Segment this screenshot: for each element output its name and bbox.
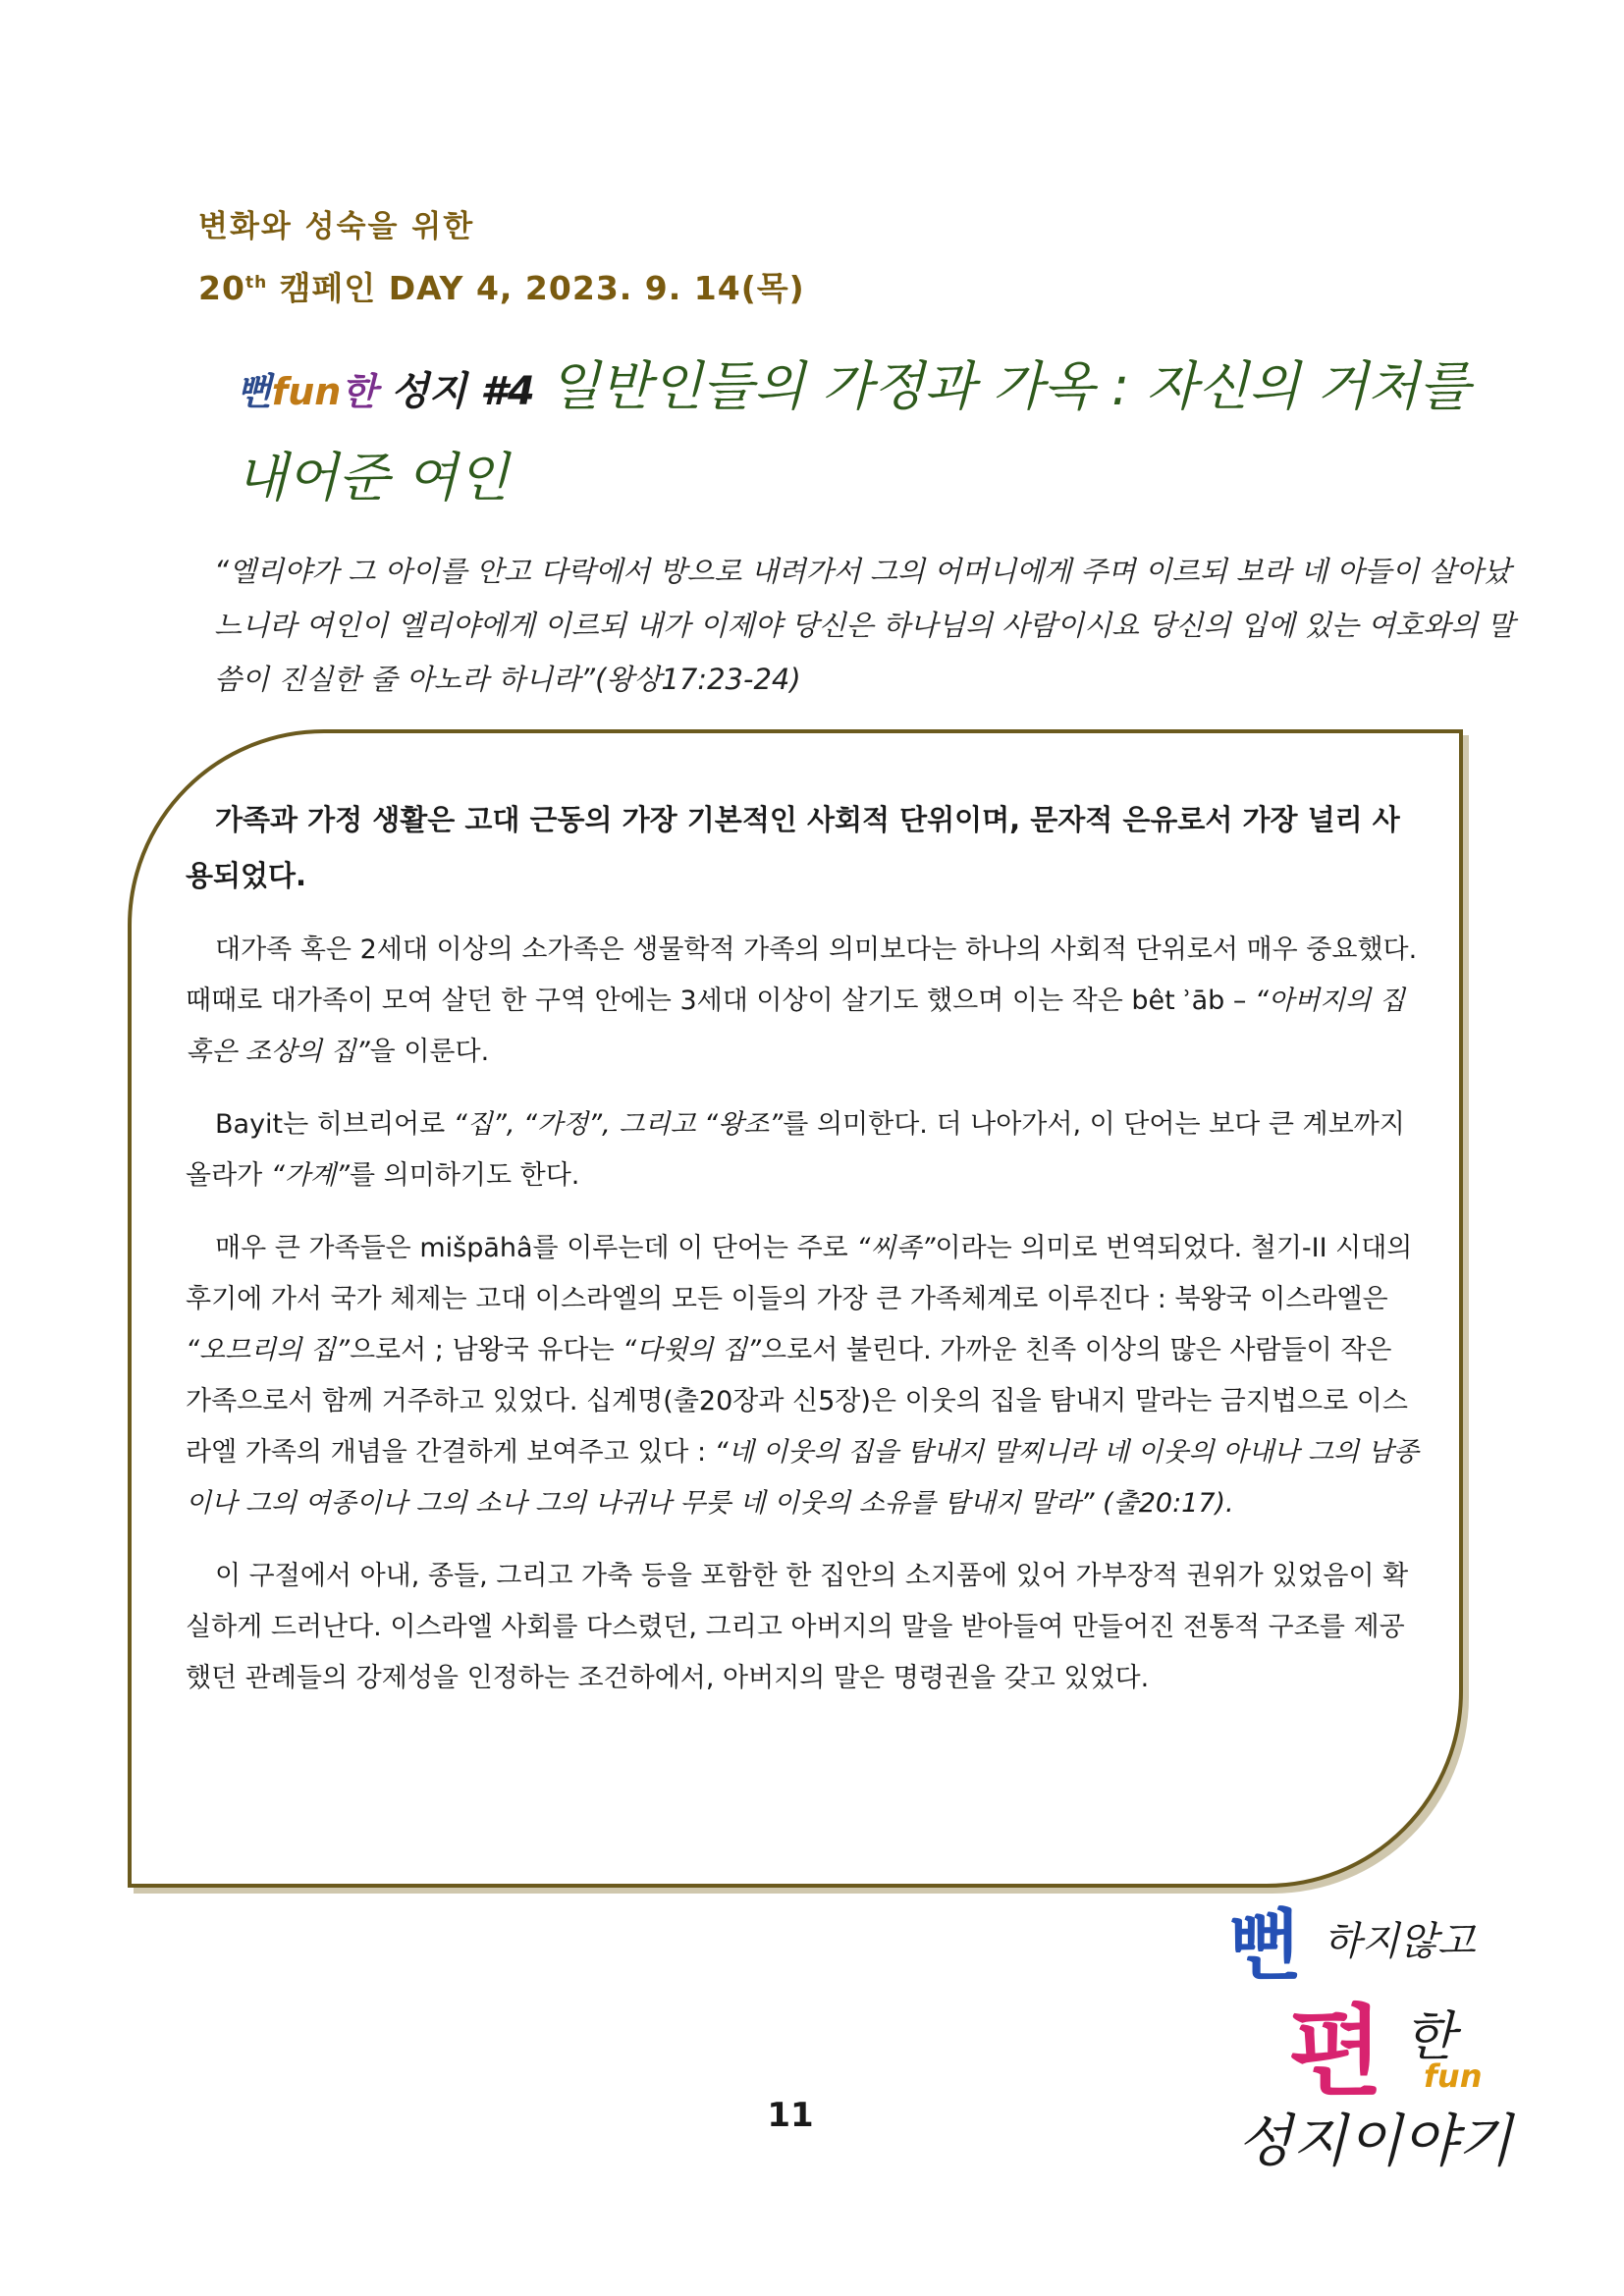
italic-run: “씨족” [856, 1233, 936, 1263]
content-box [128, 729, 1463, 1888]
text-run: Bayit는 히브리어로 [215, 1109, 454, 1140]
ordinal-suffix: th [244, 273, 268, 293]
campaign-subtitle: 변화와 성숙을 위한 [198, 209, 475, 244]
text-run: 를 의미하기도 한다. [349, 1160, 580, 1191]
campaign-number: 20 [198, 269, 245, 307]
italic-run: “집”, “가정”, 그리고 “왕조” [453, 1109, 784, 1140]
page-title [236, 344, 1512, 521]
text-run: 이라는 의미로 번역되었다. 철기-II 시대의 후기에 가서 국가 체제는 고대 이스라엘의 모든 이들의 가장 큰 가족체계로 이루진다 : 북왕국 이스라엘은 [186, 1233, 1413, 1314]
text-run: 을 이룬다. [369, 1037, 490, 1067]
series-logo [1227, 1885, 1551, 2209]
italic-run: “다윗의 집” [623, 1335, 762, 1365]
lead-paragraph: 가족과 가정 생활은 고대 근동의 가장 기본적인 사회적 단위이며, 문자적 은유로서 가장 널리 사용되었다. [186, 803, 1400, 892]
paragraph-2 [186, 1099, 1423, 1201]
logo-han: 한 [1404, 2005, 1456, 2067]
italic-run: “네 이웃의 집을 탐내지 말찌니라 네 이웃의 아내나 그의 남종이나 그의 여종이나 그의 소나 그의 나귀나 무릇 네 이웃의 소유를 탐내지 말라” (출20:17). [186, 1437, 1419, 1519]
italic-run: “아버지의 집 혹은 조상의 집” [186, 986, 1405, 1067]
italic-run: “가계” [270, 1160, 350, 1191]
text-run: 으로서 불린다. 가까운 친족 이상의 많은 사람들이 작은 가족으로서 함께 거주하고 있었다. 십계명(출20장과 신5장)은 이웃의 집을 탐내지 말라는 금지법으로 이스라엘 가족의 개념을 간결하게 보여주고 있다 : [186, 1335, 1408, 1468]
text-run: 으로서 ; 남왕국 유다는 [349, 1335, 623, 1365]
paragraph-4: 이 구절에서 아내, 종들, 그리고 가축 등을 포함한 한 집안의 소지품에 있어 가부장적 권위가 있었음이 확실하게 드러난다. 이스라엘 사회를 다스렸던, 그리고 아버지의 말을 받아들여 만들어진 전통적 구조를 제공했던 관례들의 강제성을 인정하는 조건하에서, 아버지의 말은 명령권을 갖고 있었다. [186, 1561, 1409, 1693]
brand-han: 한 [341, 370, 378, 413]
scripture-quote: “엘리야가 그 아이를 안고 다락에서 방으로 내려가서 그의 어머니에게 주며 이르되 보라 네 아들이 살아났느니라 여인이 엘리야에게 이르되 내가 이제야 당신은 하나님의 사람이시요 당신의 입에 있는 여호와의 말씀이 진실한 줄 아노라 하니라”(왕상17:23-24) [214, 555, 1515, 696]
campaign-header [198, 201, 805, 309]
page-number: 11 [767, 2096, 814, 2135]
logo-bbeon: 뻔 [1227, 1901, 1302, 1991]
logo-hajianko: 하지않고 [1324, 1919, 1476, 1964]
campaign-date-line [198, 263, 805, 309]
text-run: 매우 큰 가족들은 mišpāhâ를 이루는데 이 단어는 주로 [215, 1233, 857, 1263]
italic-run: “오므리의 집” [186, 1335, 350, 1365]
logo-pyeon: 편 [1288, 1994, 1383, 2109]
campaign-date: 캠페인 DAY 4, 2023. 9. 14(목) [267, 269, 805, 307]
text-run: 를 의미한다. 더 나아가서, 이 단어는 보다 큰 계보까지 올라가 [186, 1109, 1405, 1191]
logo-seongji-iyagi: 성지이야기 [1237, 2108, 1513, 2174]
brand-fun: fun [271, 370, 342, 413]
body-paragraphs [186, 925, 1423, 1726]
text-run: 대가족 혹은 2세대 이상의 소가족은 생물학적 가족의 의미보다는 하나의 사회적 단위로서 매우 중요했다. 때때로 대가족이 모여 살던 한 구역 안에는 3세대 이상이 살기도 했으며 이는 작은 bêt ʾāb – [186, 934, 1418, 1016]
paragraph-1 [186, 925, 1423, 1078]
paragraph-3 [186, 1223, 1423, 1529]
title-main: 일반인들의 가정과 가옥 : 자신의 거처를 내어준 여인 [236, 355, 1471, 508]
title-sequence: 성지 #4 [377, 369, 549, 414]
brand-bbeon: 뻔 [236, 370, 272, 413]
logo-fun: fun [1424, 2057, 1483, 2095]
